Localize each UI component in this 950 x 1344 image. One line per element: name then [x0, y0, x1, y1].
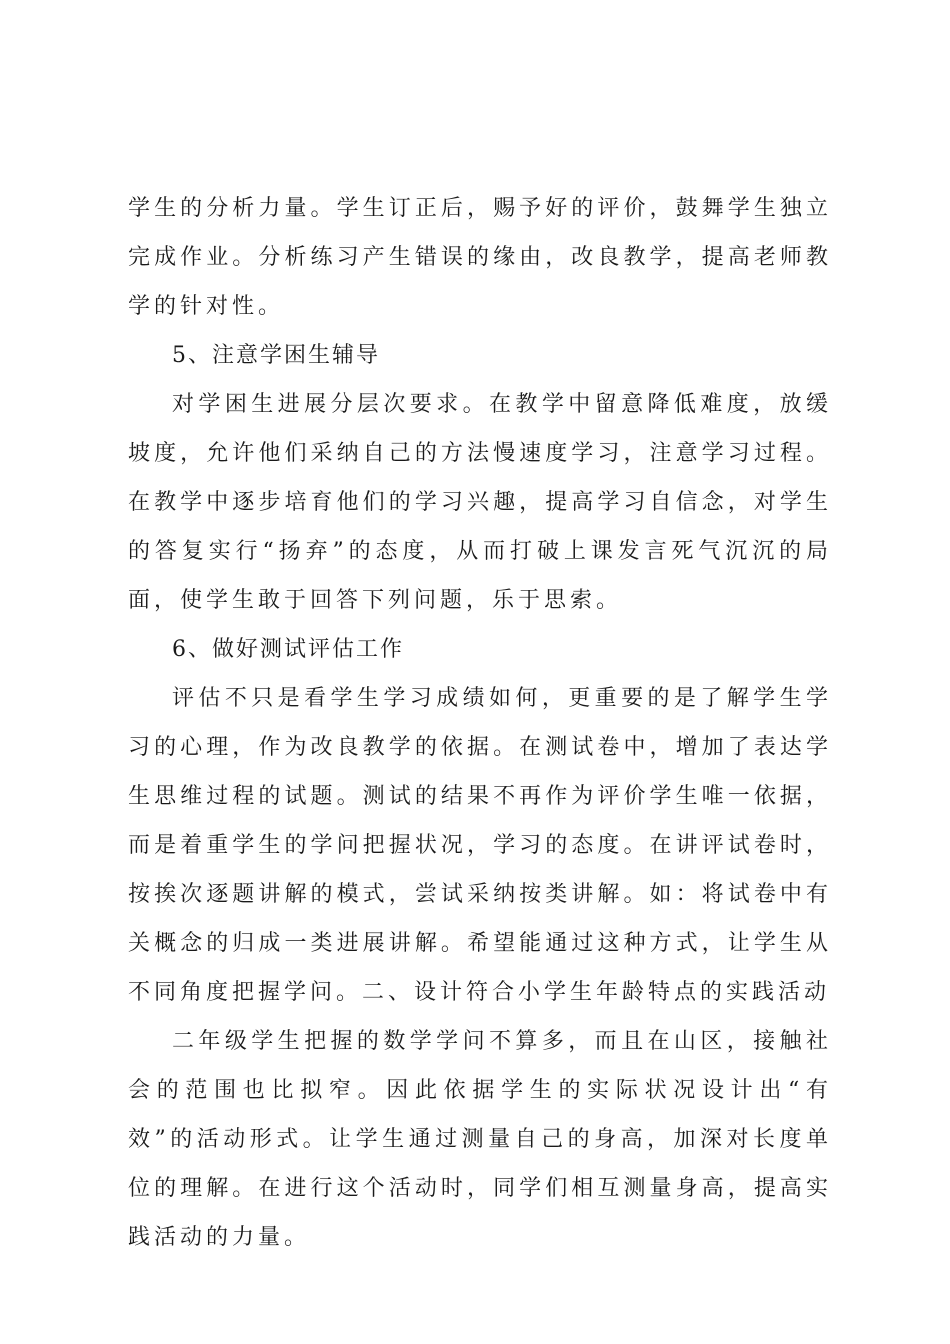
section-heading-5: 5、注意学困生辅导 — [172, 343, 380, 368]
paragraph-3: 评估不只是看学生学习成绩如何，更重要的是了解学生学习的心理，作为改良教学的依据。在测试卷中，增加了表达学生思维过程的试题。测试的结果不再作为评价学生唯一依据，而是着重学生的学问把握状况，学习的态度。在讲评试卷时，按挨次逐题讲解的模式，尝试采纳按类讲解。如：将试卷中有关概念的归成一类进展讲解。希望能通过这种方式，让学生从不同角度把握学问。二、设计符合小学生年龄特点的实践活动 — [128, 686, 832, 1005]
paragraph-4: 二年级学生把握的数学学问不算多，而且在山区，接触社会的范围也比拟窄。因此依据学生的实际状况设计出“有效”的活动形式。让学生通过测量自己的身高，加深对长度单位的理解。在进行这个活动时，同学们相互测量身高，提高实践活动的力量。 — [128, 1029, 832, 1250]
paragraph-1: 学生的分析力量。学生订正后，赐予好的评价，鼓舞学生独立完成作业。分析练习产生错误的缘由，改良教学，提高老师教学的针对性。 — [128, 196, 832, 319]
document-body — [128, 184, 832, 1262]
paragraph-2: 对学困生进展分层次要求。在教学中留意降低难度，放缓坡度，允许他们采纳自己的方法慢速度学习，注意学习过程。在教学中逐步培育他们的学习兴趣，提高学习自信念，对学生的答复实行“扬弃”的态度，从而打破上课发言死气沉沉的局面，使学生敢于回答下列问题，乐于思索。 — [128, 392, 832, 613]
section-heading-6: 6、做好测试评估工作 — [172, 637, 404, 662]
